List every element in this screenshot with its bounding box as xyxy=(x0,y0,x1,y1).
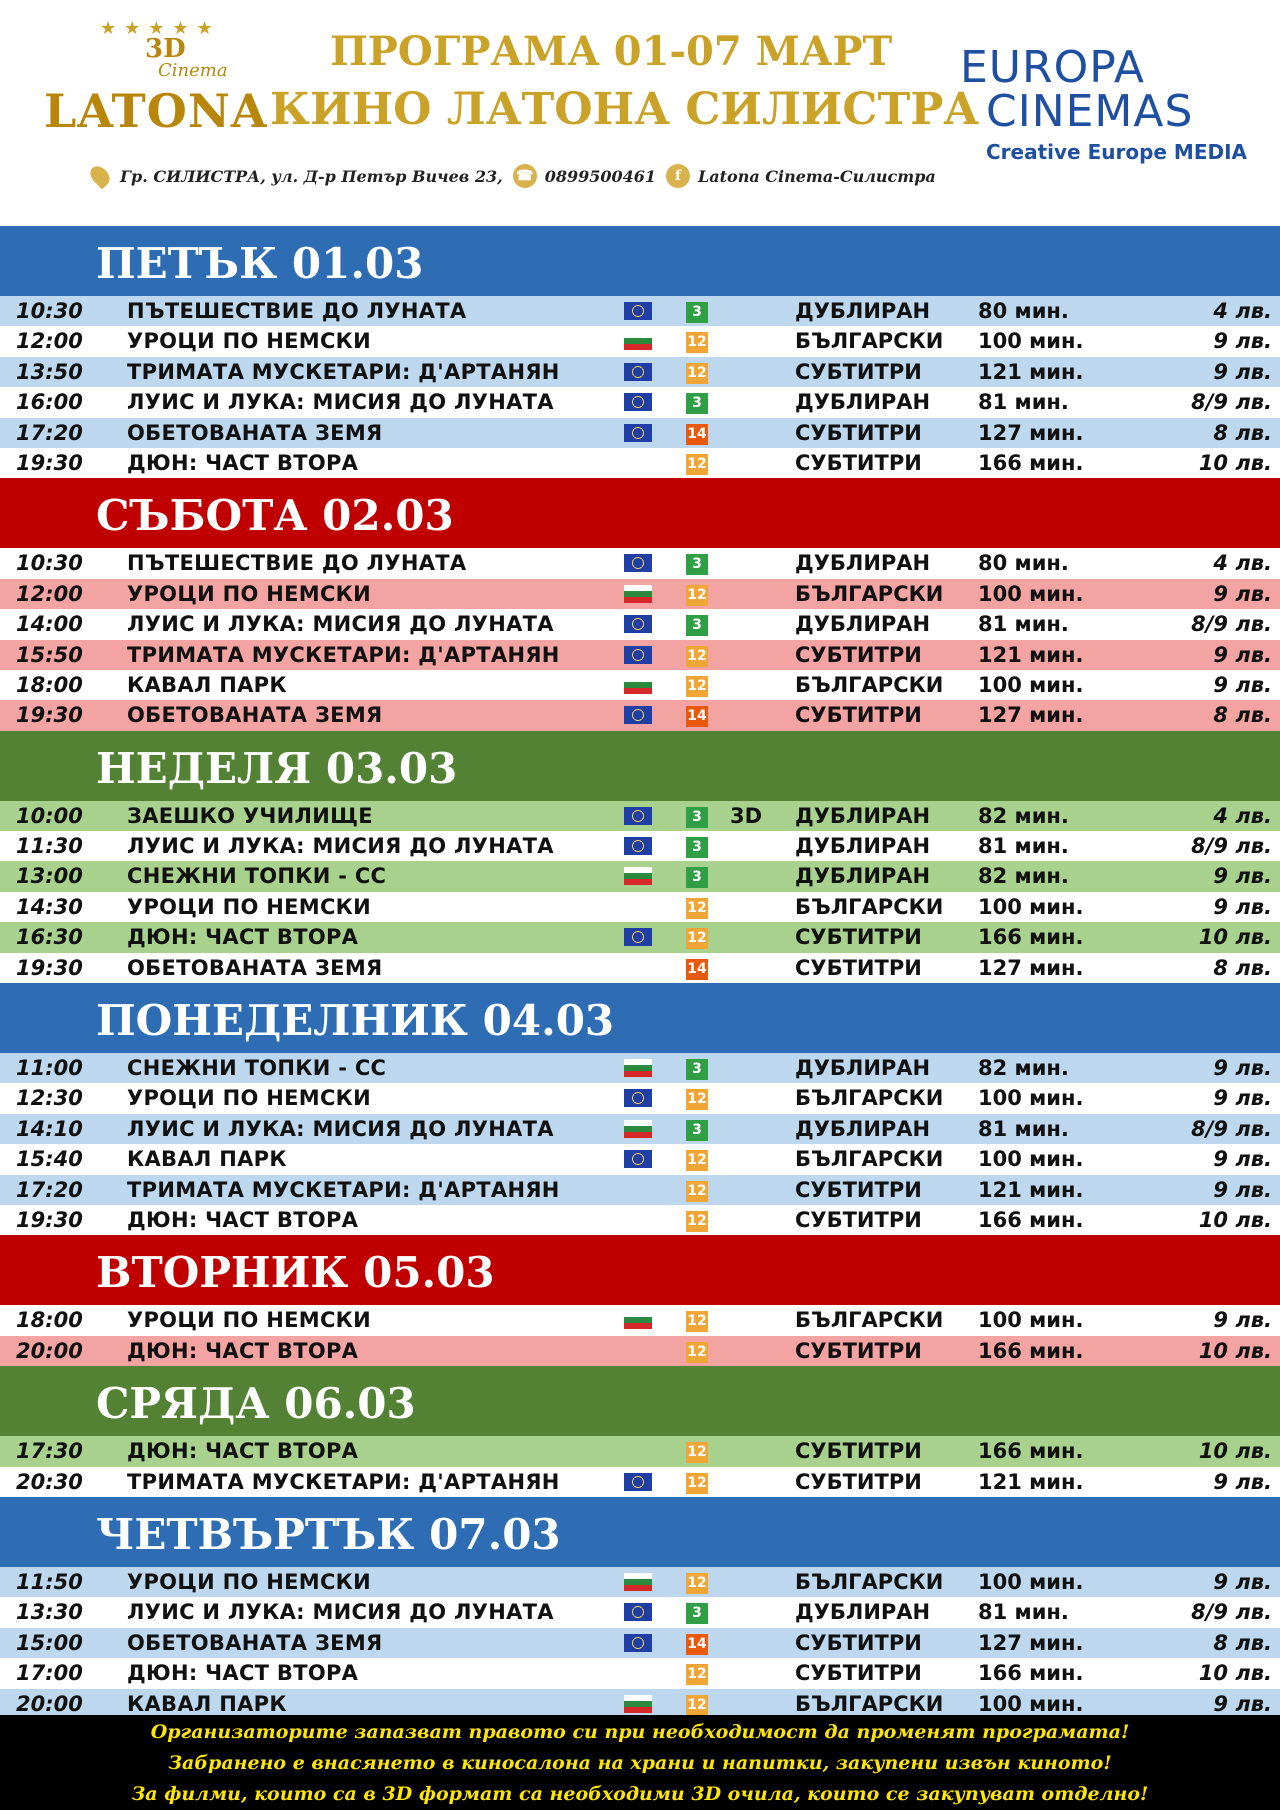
price: 9 лв. xyxy=(1213,1086,1272,1111)
day-header xyxy=(0,1366,1280,1436)
latona-logo xyxy=(40,12,270,142)
footer-line1: Организаторите запазват правото си при необходимост да променят програмата! xyxy=(150,1721,1130,1743)
age-rating-badge: 3 xyxy=(686,837,708,858)
movie-title: ДЮН: ЧАСТ ВТОРА xyxy=(127,1661,359,1686)
movie-title: ДЮН: ЧАСТ ВТОРА xyxy=(127,1207,359,1232)
language: ДУБЛИРАН xyxy=(795,1600,931,1625)
movie-title: ТРИМАТА МУСКЕТАРИ: Д'АРТАНЯН xyxy=(127,359,560,384)
partner-line2: CINEMAS xyxy=(986,86,1194,137)
language: СУБТИТРИ xyxy=(795,925,922,950)
movie-title: ОБЕТОВАНАТА ЗЕМЯ xyxy=(127,703,383,728)
age-rating-badge: 12 xyxy=(686,1342,708,1363)
logo-3d: 3D xyxy=(145,34,186,64)
movie-title: КАВАЛ ПАРК xyxy=(127,672,287,697)
duration: 82 мин. xyxy=(978,803,1069,828)
showtime: 14:30 xyxy=(16,894,83,919)
eu-flag-icon xyxy=(624,646,652,664)
showtime: 13:50 xyxy=(16,359,83,384)
price: 9 лв. xyxy=(1213,359,1272,384)
price: 10 лв. xyxy=(1198,1661,1272,1686)
age-rating-badge: 14 xyxy=(686,959,708,980)
page-title-line2: КИНО ЛАТОНА СИЛИСТРА xyxy=(270,84,980,135)
day-title: СЪБОТА 02.03 xyxy=(96,491,454,541)
showtime: 19:30 xyxy=(16,1207,83,1232)
movie-title: ТРИМАТА МУСКЕТАРИ: Д'АРТАНЯН xyxy=(127,642,560,667)
age-rating-badge: 3 xyxy=(686,554,708,575)
language: ДУБЛИРАН xyxy=(795,803,931,828)
price: 9 лв. xyxy=(1213,1308,1272,1333)
showtime-row xyxy=(0,1305,1280,1335)
duration: 166 мин. xyxy=(978,1338,1084,1363)
movie-title: ДЮН: ЧАСТ ВТОРА xyxy=(127,1439,359,1464)
age-rating-badge: 12 xyxy=(686,1695,708,1716)
eu-flag-icon xyxy=(624,706,652,724)
bg-flag-icon xyxy=(624,1120,652,1138)
movie-title: УРОЦИ ПО НЕМСКИ xyxy=(127,329,372,354)
language: БЪЛГАРСКИ xyxy=(795,1086,944,1111)
duration: 81 мин. xyxy=(978,1116,1069,1141)
phone[interactable]: 0899500461 xyxy=(544,166,657,186)
movie-title: КАВАЛ ПАРК xyxy=(127,1147,287,1172)
showtime-row xyxy=(0,1144,1280,1174)
movie-title: ОБЕТОВАНАТА ЗЕМЯ xyxy=(127,955,383,980)
eu-flag-icon xyxy=(624,393,652,411)
address: Гр. СИЛИСТРА, ул. Д-р Петър Вичев 23, xyxy=(120,166,503,186)
showtime: 14:10 xyxy=(16,1116,83,1141)
showtime: 16:30 xyxy=(16,925,83,950)
movie-title: ТРИМАТА МУСКЕТАРИ: Д'АРТАНЯН xyxy=(127,1177,560,1202)
language: СУБТИТРИ xyxy=(795,1439,922,1464)
movie-title: КАВАЛ ПАРК xyxy=(127,1691,287,1716)
language: БЪЛГАРСКИ xyxy=(795,1569,944,1594)
age-rating-badge: 12 xyxy=(686,332,708,353)
duration: 127 мин. xyxy=(978,955,1084,980)
eu-flag-icon xyxy=(624,554,652,572)
showtime: 12:00 xyxy=(16,329,83,354)
showtime-row xyxy=(0,387,1280,417)
movie-title: УРОЦИ ПО НЕМСКИ xyxy=(127,1569,372,1594)
footer-line2: Забранено е внасянето в киносалона на храни и напитки, закупени извън киното! xyxy=(168,1752,1112,1774)
showtime-row xyxy=(0,448,1280,478)
facebook-link[interactable]: Latona Cinema-Силистра xyxy=(698,166,936,186)
logo-cinema: Cinema xyxy=(158,60,228,81)
price: 9 лв. xyxy=(1213,864,1272,889)
duration: 166 мин. xyxy=(978,1207,1084,1232)
duration: 100 мин. xyxy=(978,1147,1084,1172)
duration: 127 мин. xyxy=(978,1630,1084,1655)
stars-icon: ★★★★★ xyxy=(100,18,221,39)
schedule xyxy=(0,226,1280,1719)
showtime-row xyxy=(0,953,1280,983)
language: ДУБЛИРАН xyxy=(795,1056,931,1081)
showtime: 19:30 xyxy=(16,955,83,980)
movie-title: ПЪТЕШЕСТВИЕ ДО ЛУНАТА xyxy=(127,551,467,576)
duration: 100 мин. xyxy=(978,581,1084,606)
bg-flag-icon xyxy=(624,1311,652,1329)
showtime: 18:00 xyxy=(16,1308,83,1333)
age-rating-badge: 3 xyxy=(686,1120,708,1141)
eu-flag-icon xyxy=(624,807,652,825)
age-rating-badge: 3 xyxy=(686,1059,708,1080)
showtime-row xyxy=(0,1114,1280,1144)
showtime-row xyxy=(0,1205,1280,1235)
price: 8/9 лв. xyxy=(1191,1116,1272,1141)
language: БЪЛГАРСКИ xyxy=(795,1308,944,1333)
language: СУБТИТРИ xyxy=(795,420,922,445)
showtime: 15:50 xyxy=(16,642,83,667)
showtime-row xyxy=(0,1567,1280,1597)
showtime: 11:30 xyxy=(16,834,83,859)
language: БЪЛГАРСКИ xyxy=(795,672,944,697)
price: 9 лв. xyxy=(1213,1569,1272,1594)
showtime-row xyxy=(0,670,1280,700)
bg-flag-icon xyxy=(624,1059,652,1077)
language: ДУБЛИРАН xyxy=(795,551,931,576)
day-title: СРЯДА 06.03 xyxy=(96,1379,416,1429)
movie-title: УРОЦИ ПО НЕМСКИ xyxy=(127,1308,372,1333)
age-rating-badge: 3 xyxy=(686,302,708,323)
showtime: 20:30 xyxy=(16,1469,83,1494)
eu-flag-icon xyxy=(624,1089,652,1107)
duration: 166 мин. xyxy=(978,450,1084,475)
europa-cinemas-logo xyxy=(960,42,1260,162)
day-header xyxy=(0,731,1280,801)
price: 10 лв. xyxy=(1198,450,1272,475)
duration: 80 мин. xyxy=(978,551,1069,576)
eu-flag-icon xyxy=(624,837,652,855)
age-rating-badge: 12 xyxy=(686,676,708,697)
day-title: ПОНЕДЕЛНИК 04.03 xyxy=(96,996,615,1046)
showtime-row xyxy=(0,418,1280,448)
movie-title: ЛУИС И ЛУКА: МИСИЯ ДО ЛУНАТА xyxy=(127,612,554,637)
language: СУБТИТРИ xyxy=(795,703,922,728)
language: БЪЛГАРСКИ xyxy=(795,1147,944,1172)
price: 8/9 лв. xyxy=(1191,390,1272,415)
price: 9 лв. xyxy=(1213,581,1272,606)
language: СУБТИТРИ xyxy=(795,642,922,667)
eu-flag-icon xyxy=(624,615,652,633)
eu-flag-icon xyxy=(624,302,652,320)
day-title: ЧЕТВЪРТЪК 07.03 xyxy=(96,1509,561,1559)
footer xyxy=(0,1715,1280,1810)
language: СУБТИТРИ xyxy=(795,1661,922,1686)
showtime: 17:20 xyxy=(16,1177,83,1202)
showtime: 15:00 xyxy=(16,1630,83,1655)
showtime-row xyxy=(0,1436,1280,1466)
price: 8 лв. xyxy=(1213,955,1272,980)
price: 10 лв. xyxy=(1198,925,1272,950)
duration: 100 мин. xyxy=(978,1569,1084,1594)
price: 8/9 лв. xyxy=(1191,612,1272,637)
age-rating-badge: 12 xyxy=(686,585,708,606)
movie-title: ТРИМАТА МУСКЕТАРИ: Д'АРТАНЯН xyxy=(127,1469,560,1494)
showtime-row xyxy=(0,1175,1280,1205)
showtime-row xyxy=(0,326,1280,356)
day-title: ПЕТЪК 01.03 xyxy=(96,239,424,288)
bg-flag-icon xyxy=(624,1573,652,1591)
language: ДУБЛИРАН xyxy=(795,299,931,323)
price: 8/9 лв. xyxy=(1191,1600,1272,1625)
showtime-row xyxy=(0,1336,1280,1366)
movie-title: ЛУИС И ЛУКА: МИСИЯ ДО ЛУНАТА xyxy=(127,834,554,859)
language: СУБТИТРИ xyxy=(795,955,922,980)
facebook-icon: f xyxy=(666,164,690,188)
movie-title: ОБЕТОВАНАТА ЗЕМЯ xyxy=(127,420,383,445)
movie-title: СНЕЖНИ ТОПКИ - СС xyxy=(127,864,387,889)
showtime: 13:00 xyxy=(16,864,83,889)
movie-title: ДЮН: ЧАСТ ВТОРА xyxy=(127,1338,359,1363)
language: БЪЛГАРСКИ xyxy=(795,581,944,606)
age-rating-badge: 12 xyxy=(686,898,708,919)
price: 9 лв. xyxy=(1213,672,1272,697)
showtime: 18:00 xyxy=(16,672,83,697)
price: 10 лв. xyxy=(1198,1207,1272,1232)
duration: 100 мин. xyxy=(978,1691,1084,1716)
duration: 166 мин. xyxy=(978,1661,1084,1686)
duration: 100 мин. xyxy=(978,894,1084,919)
duration: 121 мин. xyxy=(978,359,1084,384)
eu-flag-icon xyxy=(624,1603,652,1621)
duration: 100 мин. xyxy=(978,329,1084,354)
movie-title: УРОЦИ ПО НЕМСКИ xyxy=(127,894,372,919)
showtime-row xyxy=(0,892,1280,922)
movie-title: ДЮН: ЧАСТ ВТОРА xyxy=(127,925,359,950)
duration: 166 мин. xyxy=(978,1439,1084,1464)
footer-line3: За филми, които са в 3D формат са необходими 3D очила, които се закупуват отделно! xyxy=(131,1783,1149,1805)
showtime: 14:00 xyxy=(16,612,83,637)
language: БЪЛГАРСКИ xyxy=(795,1691,944,1716)
duration: 121 мин. xyxy=(978,642,1084,667)
language: ДУБЛИРАН xyxy=(795,612,931,637)
movie-title: ДЮН: ЧАСТ ВТОРА xyxy=(127,450,359,475)
day-header xyxy=(0,983,1280,1053)
language: ДУБЛИРАН xyxy=(795,390,931,415)
showtime: 10:30 xyxy=(16,299,83,323)
showtime-row xyxy=(0,1053,1280,1083)
showtime-row xyxy=(0,357,1280,387)
language: ДУБЛИРАН xyxy=(795,1116,931,1141)
bg-flag-icon xyxy=(624,676,652,694)
duration: 81 мин. xyxy=(978,1600,1069,1625)
showtime: 10:00 xyxy=(16,803,83,828)
price: 9 лв. xyxy=(1213,1691,1272,1716)
showtime-row xyxy=(0,922,1280,952)
movie-title: УРОЦИ ПО НЕМСКИ xyxy=(127,581,372,606)
bg-flag-icon xyxy=(624,1695,652,1713)
showtime: 10:30 xyxy=(16,551,83,576)
eu-flag-icon xyxy=(624,1634,652,1652)
showtime: 12:30 xyxy=(16,1086,83,1111)
eu-flag-icon xyxy=(624,424,652,442)
price: 8 лв. xyxy=(1213,420,1272,445)
price: 4 лв. xyxy=(1213,551,1272,576)
showtime: 19:30 xyxy=(16,450,83,475)
showtime: 17:30 xyxy=(16,1439,83,1464)
showtime-row xyxy=(0,831,1280,861)
bg-flag-icon xyxy=(624,585,652,603)
page-title-line1: ПРОГРАМА 01-07 МАРТ xyxy=(330,28,893,75)
language: СУБТИТРИ xyxy=(795,1338,922,1363)
language: СУБТИТРИ xyxy=(795,1469,922,1494)
age-rating-badge: 14 xyxy=(686,706,708,727)
price: 9 лв. xyxy=(1213,1469,1272,1494)
age-rating-badge: 12 xyxy=(686,1181,708,1202)
age-rating-badge: 14 xyxy=(686,424,708,445)
showtime-row xyxy=(0,609,1280,639)
price: 9 лв. xyxy=(1213,642,1272,667)
contact-bar xyxy=(92,160,936,192)
showtime-row xyxy=(0,548,1280,578)
logo-name: LATONA xyxy=(44,84,268,138)
showtime: 17:20 xyxy=(16,420,83,445)
age-rating-badge: 12 xyxy=(686,363,708,384)
phone-icon: ☎ xyxy=(513,164,537,188)
price: 10 лв. xyxy=(1198,1338,1272,1363)
duration: 100 мин. xyxy=(978,1308,1084,1333)
language: СУБТИТРИ xyxy=(795,1207,922,1232)
partner-line1: EUROPA xyxy=(960,42,1146,93)
duration: 127 мин. xyxy=(978,420,1084,445)
age-rating-badge: 12 xyxy=(686,1150,708,1171)
age-rating-badge: 12 xyxy=(686,928,708,949)
showtime: 15:40 xyxy=(16,1147,83,1172)
movie-title: УРОЦИ ПО НЕМСКИ xyxy=(127,1086,372,1111)
showtime-row xyxy=(0,1658,1280,1688)
price: 4 лв. xyxy=(1213,803,1272,828)
movie-title: ЛУИС И ЛУКА: МИСИЯ ДО ЛУНАТА xyxy=(127,390,554,415)
movie-title: СНЕЖНИ ТОПКИ - СС xyxy=(127,1056,387,1081)
showtime: 20:00 xyxy=(16,1691,83,1716)
duration: 100 мин. xyxy=(978,1086,1084,1111)
showtime: 13:30 xyxy=(16,1600,83,1625)
showtime-row xyxy=(0,700,1280,730)
price: 8/9 лв. xyxy=(1191,834,1272,859)
duration: 81 мин. xyxy=(978,390,1069,415)
duration: 81 мин. xyxy=(978,612,1069,637)
age-rating-badge: 3 xyxy=(686,1603,708,1624)
age-rating-badge: 12 xyxy=(686,1442,708,1463)
duration: 166 мин. xyxy=(978,925,1084,950)
partner-line3: Creative Europe MEDIA xyxy=(986,140,1248,164)
showtime-row xyxy=(0,296,1280,326)
movie-title: ЗАЕШКО УЧИЛИЩЕ xyxy=(127,803,373,828)
age-rating-badge: 12 xyxy=(686,1089,708,1110)
age-rating-badge: 3 xyxy=(686,807,708,828)
showtime-row xyxy=(0,861,1280,891)
showtime-row xyxy=(0,1628,1280,1658)
language: БЪЛГАРСКИ xyxy=(795,329,944,354)
price: 9 лв. xyxy=(1213,1177,1272,1202)
day-header xyxy=(0,1235,1280,1305)
showtime-row xyxy=(0,640,1280,670)
age-rating-badge: 12 xyxy=(686,1311,708,1332)
age-rating-badge: 3 xyxy=(686,615,708,636)
age-rating-badge: 14 xyxy=(686,1634,708,1655)
showtime: 19:30 xyxy=(16,703,83,728)
showtime: 12:00 xyxy=(16,581,83,606)
showtime-row xyxy=(0,1467,1280,1497)
age-rating-badge: 12 xyxy=(686,1573,708,1594)
age-rating-badge: 3 xyxy=(686,867,708,888)
showtime: 11:00 xyxy=(16,1056,83,1081)
duration: 82 мин. xyxy=(978,1056,1069,1081)
duration: 82 мин. xyxy=(978,864,1069,889)
duration: 127 мин. xyxy=(978,703,1084,728)
movie-title: ЛУИС И ЛУКА: МИСИЯ ДО ЛУНАТА xyxy=(127,1600,554,1625)
showtime: 20:00 xyxy=(16,1338,83,1363)
duration: 121 мин. xyxy=(978,1469,1084,1494)
duration: 80 мин. xyxy=(978,299,1069,323)
movie-title: ЛУИС И ЛУКА: МИСИЯ ДО ЛУНАТА xyxy=(127,1116,554,1141)
day-title: ВТОРНИК 05.03 xyxy=(96,1248,495,1298)
price: 9 лв. xyxy=(1213,894,1272,919)
age-rating-badge: 12 xyxy=(686,454,708,475)
age-rating-badge: 12 xyxy=(686,1473,708,1494)
header xyxy=(0,0,1280,226)
age-rating-badge: 12 xyxy=(686,1664,708,1685)
day-header xyxy=(0,478,1280,548)
price: 9 лв. xyxy=(1213,1056,1272,1081)
day-header xyxy=(0,1497,1280,1567)
language: СУБТИТРИ xyxy=(795,359,922,384)
day-title: НЕДЕЛЯ 03.03 xyxy=(96,743,458,793)
showtime-row xyxy=(0,1597,1280,1627)
showtime-row xyxy=(0,1083,1280,1113)
language: БЪЛГАРСКИ xyxy=(795,894,944,919)
age-rating-badge: 3 xyxy=(686,393,708,414)
price: 10 лв. xyxy=(1198,1439,1272,1464)
price: 4 лв. xyxy=(1213,299,1272,323)
showtime: 16:00 xyxy=(16,390,83,415)
language: СУБТИТРИ xyxy=(795,450,922,475)
location-pin-icon xyxy=(87,163,114,190)
showtime: 17:00 xyxy=(16,1661,83,1686)
language: ДУБЛИРАН xyxy=(795,834,931,859)
day-header xyxy=(0,226,1280,296)
format-label: 3D xyxy=(730,803,763,828)
language: ДУБЛИРАН xyxy=(795,864,931,889)
eu-flag-icon xyxy=(624,928,652,946)
movie-title: ПЪТЕШЕСТВИЕ ДО ЛУНАТА xyxy=(127,299,467,323)
price: 9 лв. xyxy=(1213,1147,1272,1172)
duration: 81 мин. xyxy=(978,834,1069,859)
movie-title: ОБЕТОВАНАТА ЗЕМЯ xyxy=(127,1630,383,1655)
showtime-row xyxy=(0,579,1280,609)
duration: 100 мин. xyxy=(978,672,1084,697)
duration: 121 мин. xyxy=(978,1177,1084,1202)
age-rating-badge: 12 xyxy=(686,646,708,667)
language: СУБТИТРИ xyxy=(795,1630,922,1655)
age-rating-badge: 12 xyxy=(686,1211,708,1232)
price: 9 лв. xyxy=(1213,329,1272,354)
eu-flag-icon xyxy=(624,1150,652,1168)
language: СУБТИТРИ xyxy=(795,1177,922,1202)
price: 8 лв. xyxy=(1213,703,1272,728)
eu-flag-icon xyxy=(624,363,652,381)
showtime: 11:50 xyxy=(16,1569,83,1594)
showtime-row xyxy=(0,801,1280,831)
eu-flag-icon xyxy=(624,1473,652,1491)
price: 8 лв. xyxy=(1213,1630,1272,1655)
bg-flag-icon xyxy=(624,332,652,350)
bg-flag-icon xyxy=(624,867,652,885)
